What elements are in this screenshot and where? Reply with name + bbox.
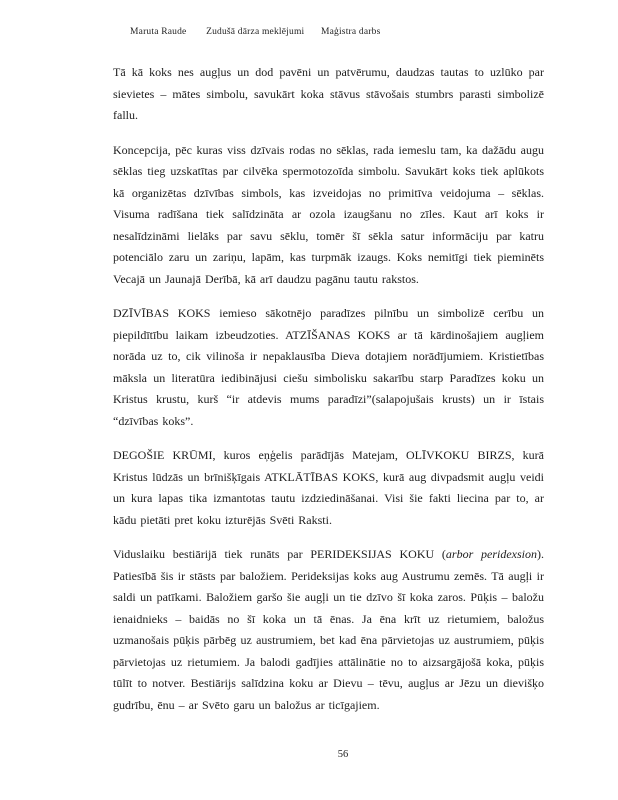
- page-number: 56: [337, 749, 349, 760]
- header-author: Maruta Raude: [130, 27, 187, 37]
- paragraph-burning-bushes: DEGOŠIE KRŪMI, kuros eņģelis parādījās Matejam, OLĪVKOKU BIRZS, kurā Kristus lūdzās un brīnišķīgais ATKLĀTĪBAS KOKS, kurā aug divpadsmit augļu veidi un kura lapas tika izmantotas tautu izdziedināšanai. Visi šie fakti liecina par to, ar kādu pietāti pret koku izturējās Svēti Raksti.: [113, 448, 544, 527]
- paragraph-tree-of-life: DZĪVĪBAS KOKS iemieso sākotnējo paradīzes pilnību un simbolizē cerību un piepildītību laikam izbeudzoties. ATZĪŠANAS KOKS ar tā kārdinošajiem augļiem norāda uz to, cik vilinoša ir nepaklausība Dieva dotajiem norādījumiem. Kristietības māksla un literatūra iedibinājusi ciešu simbolisku sakarību starp Paradīzes koku un Kristus krustu, kurš “ir atdevis mums paradīzi”(salapojušais krusts) un ir īstais “dzīvības koks”.: [113, 306, 544, 428]
- paragraph-seed-conception: Koncepcija, pēc kuras viss dzīvais rodas no sēklas, rada iemeslu tam, ka dažādu augu sēklas tieg uzskatītas par cilvēka spermotozoīda simbolu. Savukārt koks tiek aplūkots kā organizētas dzīvības simbols, kas izveidojas no primitīva veidojuma – sēklas. Visuma radīšana tiek salīdzināta ar ozola izaugšanu no zīles. Kaut arī koks ir nesalīdzināmi lielāks par savu sēklu, tomēr šī sēkla satur informāciju par katru potenciālo zaru un zariņu, lapām, kas turpmāk izaugs. Koks nemitīgi tiek pieminēts Vecajā un Jaunajā Derībā, kā arī daudzu pagānu tautu rakstos.: [113, 142, 544, 286]
- header-work-title: Zudušā dārza meklējumi: [206, 27, 305, 37]
- running-header: [130, 27, 558, 37]
- body-text: [113, 62, 544, 729]
- peridexion-text-after: ). Patiesībā šis ir stāsts par baložiem. Perideksijas koks aug Austrumu zemēs. Tā augļi ir saldi un patīkami. Baložiem garšo šie augļi un tie dzīvo šī koka zaros. Pūķis – baložu ienaidnieks – baidās no šī koka un tā ēnas. Ja ēna krīt uz rietumiem, baložus uzmanošais pūķis pārbēg uz austrumiem, bet kad ēna pārvietojas uz austrumiem, pūķis pārvietojas uz rietumiem. Ja balodi gadījies attālinātie no to aizsargājošā koka, pūķis tūlīt to notver. Bestiārijs salīdzina koku ar Dievu – tēvu, augļus ar Jēzu un dievišķo gudrību, ēnu – ar Svēto garu un baložus ar ticīgajiem.: [113, 547, 544, 712]
- header-work-type: Maģistra darbs: [320, 27, 381, 37]
- peridexion-latin-name: arbor peridexsion: [445, 547, 537, 561]
- paragraph-tree-symbolism: Tā kā koks nes augļus un dod pavēni un patvērumu, daudzas tautas to uzlūko par sievietes – mātes simbolu, savukārt koka stāvus stāvošais stumbrs parasti simbolizē fallu.: [113, 65, 544, 122]
- paragraph-peridexion-tree: [113, 544, 544, 716]
- peridexion-text-before: Viduslaiku bestiārijā tiek runāts par PERIDEKSIJAS KOKU (: [113, 547, 446, 561]
